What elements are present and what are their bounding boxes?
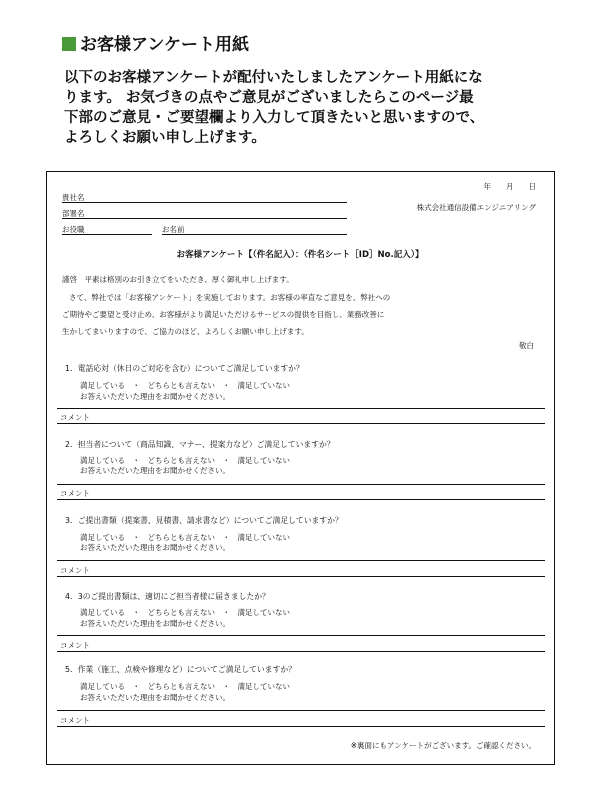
title-text: お客様アンケート用紙 [80,35,249,55]
comment-field[interactable] [57,576,545,577]
intro-line: 以下のお客様アンケートが配付いたしましたアンケート用紙にな [64,70,483,86]
question-5: 5．作業（施工、点検や修理など）についてご満足していますか？ [65,665,296,674]
question-2: 2．担当者について（商品知識、マナー、提案力など）ご満足していますか？ [65,440,335,449]
greeting-line: 生かしてまいりますので、ご協力のほど、よろしくお願い申し上げます。 [62,327,309,336]
question-4: 4．3のご提出書類は、適切にご担当者様に届きましたか？ [65,592,270,601]
position-field[interactable] [62,234,152,235]
answer-options[interactable]: 満足している ・ どちらとも言えない ・ 満足していない [80,533,290,542]
department-label: 部署名 [62,209,85,218]
closing: 敬白 [519,341,534,350]
greeting-line: さて、弊社では「お客様アンケート」を実施しております。お客様の率直なご意見を、弊社への [69,293,391,302]
comment-label: コメント [60,716,90,725]
page-title [62,30,249,55]
answer-options[interactable]: 満足している ・ どちらとも言えない ・ 満足していない [80,381,290,390]
sender-company: 株式会社通信設備エンジニアリング [416,203,536,212]
answer-options[interactable]: 満足している ・ どちらとも言えない ・ 満足していない [80,456,290,465]
intro-line: ります。 お気づきの点やご意見がございましたらこのページ最 [64,90,474,106]
intro-line: よろしくお願い申し上げます。 [64,130,266,146]
reason-prompt: お答えいただいた理由をお聞かせください。 [80,543,230,552]
survey-form [46,171,555,765]
divider [57,484,545,485]
footer-note: ※裏面にもアンケートがございます。ご確認ください。 [350,741,536,750]
comment-label: コメント [60,641,90,650]
greeting-line: ご期待やご要望と受け止め、お客様がより満足いただけるサービスの提供を目指し、業務改善に [62,310,385,319]
department-field[interactable] [62,218,347,219]
intro-line: 下部のご意見・ご要望欄より入力して頂きたいと思いますので、 [64,110,485,126]
answer-options[interactable]: 満足している ・ どちらとも言えない ・ 満足していない [80,608,290,617]
question-1: 1．電話応対（休日のご対応を含む）についてご満足していますか？ [65,364,304,373]
comment-label: コメント [60,413,90,422]
name-field[interactable] [162,234,347,235]
company-field[interactable] [62,202,347,203]
comment-field[interactable] [57,651,545,652]
divider [57,560,545,561]
intro-text [64,68,564,148]
divider [57,408,545,409]
date-label: 年 月 日 [483,182,536,191]
reason-prompt: お答えいただいた理由をお聞かせください。 [80,619,230,628]
divider [57,710,545,711]
reason-prompt: お答えいただいた理由をお聞かせください。 [80,693,230,702]
divider [57,635,545,636]
comment-label: コメント [60,489,90,498]
question-3: 3．ご提出書類（提案書、見積書、請求書など）についてご満足していますか？ [65,516,343,525]
reason-prompt: お答えいただいた理由をお聞かせください。 [80,392,230,401]
greeting-line: 謹啓 平素は格別のお引き立てをいただき、厚く御礼申し上げます。 [62,275,294,284]
comment-field[interactable] [57,726,545,727]
green-square-icon [62,37,76,51]
survey-title: お客様アンケート【（件名記入）：（件名シート［ID］No.記入）】 [176,250,424,260]
comment-field[interactable] [57,499,545,500]
reason-prompt: お答えいただいた理由をお聞かせください。 [80,466,230,475]
answer-options[interactable]: 満足している ・ どちらとも言えない ・ 満足していない [80,682,290,691]
name-label: お名前 [162,225,185,234]
comment-field[interactable] [57,423,545,424]
company-label: 貴社名 [62,193,85,202]
comment-label: コメント [60,566,90,575]
position-label: お役職 [62,225,85,234]
